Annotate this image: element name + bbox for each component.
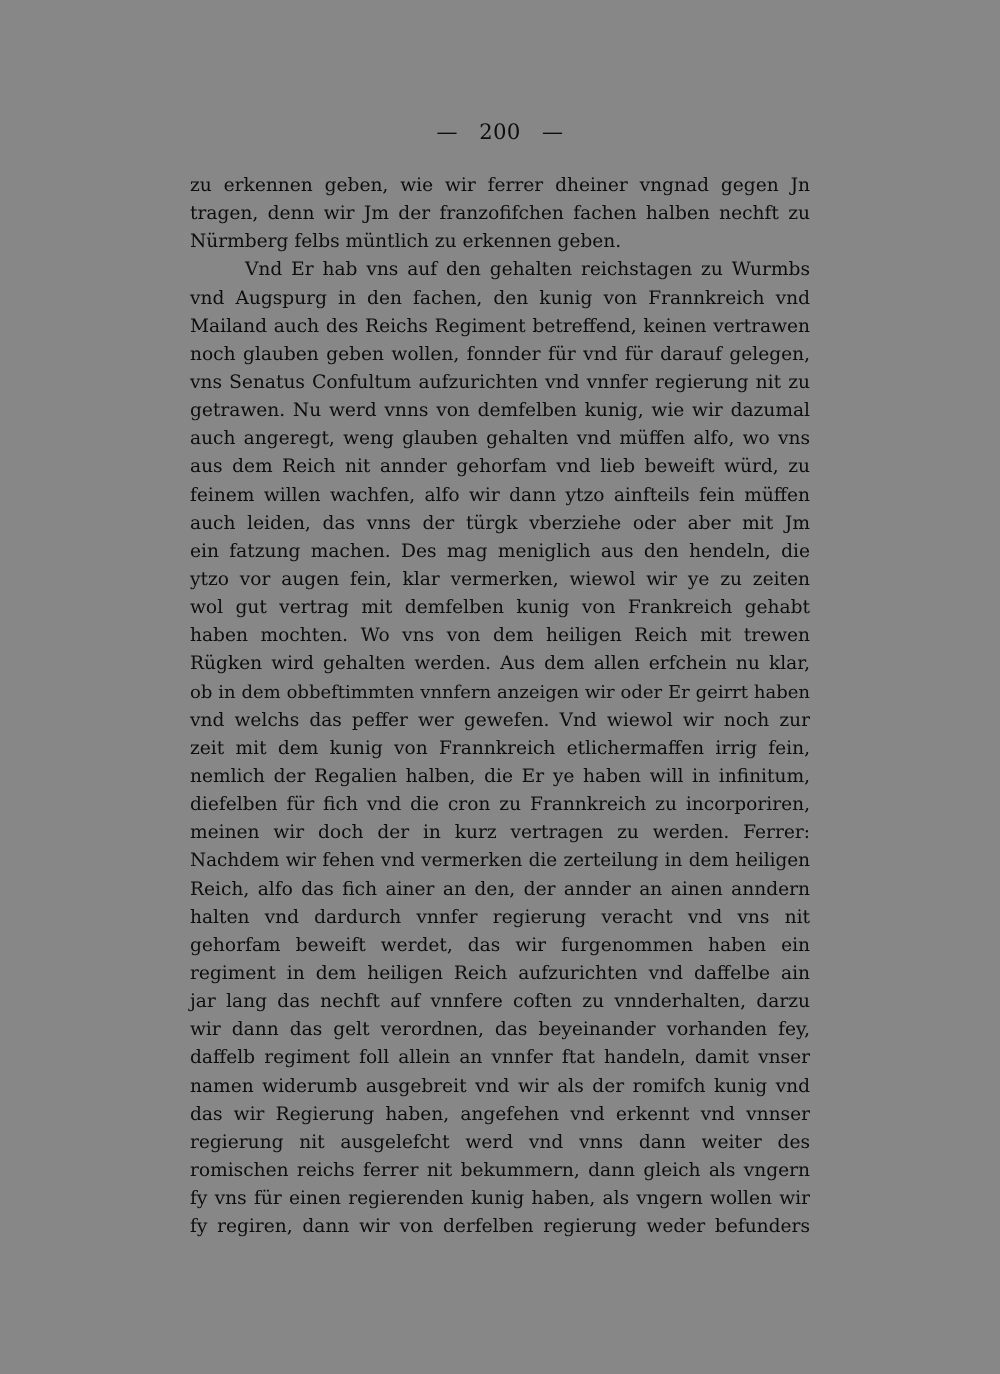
body-text <box>190 172 810 1241</box>
text-line: romischen reichs ferrer nit bekummern, dann gleich als vngern <box>190 1159 810 1181</box>
header-dash-left: — <box>436 120 459 144</box>
text-line: wol gut vertrag mit demfelben kunig von Frankreich gehabt <box>190 597 810 619</box>
text-line: ein fatzung machen. Des mag meniglich aus den hendeln, die <box>190 540 810 562</box>
text-line: getrawen. Nu werd vnns von demfelben kunig, wie wir dazumal <box>190 400 810 422</box>
text-line: nemlich der Regalien halben, die Er ye haben will in infinitum, <box>190 765 810 787</box>
text-line: gehorfam beweift werdet, das wir furgenommen haben ein <box>190 934 810 956</box>
text-line: ob in dem obbeftimmten vnnfern anzeigen wir oder Er geirrt haben <box>190 681 810 703</box>
page-number: 200 <box>479 120 521 144</box>
text-line: regiment in dem heiligen Reich aufzurichten vnd daffelbe ain <box>190 962 810 984</box>
text-line: regierung nit ausgelefcht werd vnd vnns dann weiter des <box>190 1131 810 1153</box>
text-line: namen widerumb ausgebreit vnd wir als der romifch kunig vnd <box>190 1075 810 1097</box>
text-line: ytzo vor augen fein, klar vermerken, wiewol wir ye zu zeiten <box>190 568 810 590</box>
text-line: vns Senatus Confultum aufzurichten vnd vnnfer regierung nit zu <box>190 371 810 393</box>
text-line: tragen, denn wir Jm der franzofifchen fachen halben nechft zu <box>190 203 810 225</box>
text-line: fy regiren, dann wir von derfelben regierung weder befunders <box>190 1216 810 1238</box>
text-line: wir dann das gelt verordnen, das beyeinander vorhanden fey, <box>190 1019 810 1041</box>
text-line: noch glauben geben wollen, fonnder für vnd für darauf gelegen, <box>190 343 810 365</box>
text-line: daffelb regiment foll allein an vnnfer ftat handeln, damit vnser <box>190 1047 810 1069</box>
text-line: das wir Regierung haben, angefehen vnd erkennt vnd vnnser <box>190 1103 810 1125</box>
header-dash-right: — <box>541 120 564 144</box>
text-line: meinen wir doch der in kurz vertragen zu werden. Ferrer: <box>190 822 810 844</box>
text-line: Nachdem wir fehen vnd vermerken die zerteilung in dem heiligen <box>190 850 810 872</box>
page-header <box>0 120 1000 144</box>
text-line: auch leiden, das vnns der türgk vberziehe oder aber mit Jm <box>190 512 810 534</box>
text-line: diefelben für fich vnd die cron zu Frannkreich zu incorporiren, <box>190 794 810 816</box>
text-line: zu erkennen geben, wie wir ferrer dheiner vngnad gegen Jn <box>190 175 810 196</box>
text-line: zeit mit dem kunig von Frannkreich etlichermaffen irrig fein, <box>190 737 810 759</box>
text-line: halten vnd dardurch vnnfer regierung veracht vnd vns nit <box>190 906 810 928</box>
paragraph-first-line: Vnd Er hab vns auf den gehalten reichstagen zu Wurmbs <box>245 259 810 281</box>
text-line: Rügken wird gehalten werden. Aus dem allen erfchein nu klar, <box>190 653 810 675</box>
text-line: fy vns für einen regierenden kunig haben, als vngern wollen wir <box>190 1188 810 1210</box>
text-line: auch angeregt, weng glauben gehalten vnd müffen alfo, wo vns <box>190 428 810 450</box>
text-line: Mailand auch des Reichs Regiment betreffend, keinen vertrawen <box>190 315 810 337</box>
text-line: jar lang das nechft auf vnnfere coften zu vnnderhalten, darzu <box>190 991 810 1013</box>
text-line: Nürmberg felbs müntlich zu erkennen geben. <box>190 231 622 253</box>
text-line: haben mochten. Wo vns von dem heiligen Reich mit trewen <box>190 625 810 647</box>
text-line: vnd welchs das peffer wer gewefen. Vnd wiewol wir noch zur <box>190 709 810 731</box>
text-line: aus dem Reich nit annder gehorfam vnd lieb beweift würd, zu <box>190 456 810 478</box>
text-line: feinem willen wachfen, alfo wir dann ytzo ainfteils fein müffen <box>190 484 810 506</box>
text-line: vnd Augspurg in den fachen, den kunig von Frannkreich vnd <box>190 287 810 309</box>
text-line: Reich, alfo das fich ainer an den, der annder an ainen anndern <box>190 878 810 900</box>
